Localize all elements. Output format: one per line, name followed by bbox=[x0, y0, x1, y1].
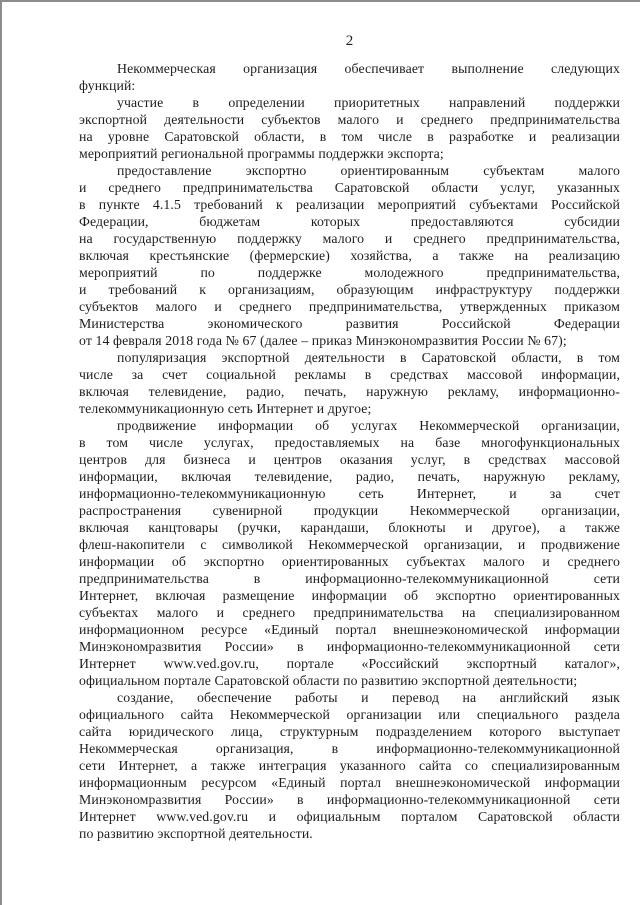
text-line: официальном портале Саратовской области по развитию экспортной деятельности; bbox=[79, 673, 578, 688]
text-line: продвижение информации об услугах Некоммерческой организации, bbox=[117, 418, 620, 433]
text-line: Минэкономразвития России» в информационно-телекоммуникационной сети bbox=[79, 792, 620, 807]
scan-artifact-left-edge bbox=[0, 0, 2, 905]
text-line: экспортной деятельности субъектов малого и среднего предпринимательства bbox=[79, 112, 620, 127]
text-line: и среднего предпринимательства Саратовской области услуг, указанных bbox=[79, 180, 620, 195]
text-line: Минэкономразвития России» в информационно-телекоммуникационной сети bbox=[79, 639, 620, 654]
text-line: Интернет www.ved.gov.ru и официальным порталом Саратовской области bbox=[79, 809, 620, 824]
text-line: флеш-накопители с символикой Некоммерческой организации, и продвижение bbox=[79, 537, 620, 552]
text-line: Министерства экономического развития Российской Федерации bbox=[79, 316, 620, 331]
text-line: функций: bbox=[79, 78, 136, 93]
text-line: создание, обеспечение работы и перевод на английский язык bbox=[117, 690, 620, 705]
paragraph bbox=[79, 60, 620, 94]
text-line: мероприятий по поддержке молодежного предпринимательства, bbox=[79, 265, 620, 280]
text-line: включая канцтовары (ручки, карандаши, блокноты и другое), а также bbox=[79, 520, 620, 535]
text-line: и требований к организациям, образующим инфраструктуру поддержки bbox=[79, 282, 620, 297]
text-line: субъектах малого и среднего предпринимательства на специализированном bbox=[79, 605, 620, 620]
text-line: телекоммуникационную сеть Интернет и другое; bbox=[79, 401, 372, 416]
text-line: информации, включая телевидение, радио, печать, наружную рекламу, bbox=[79, 469, 620, 484]
text-line: популяризация экспортной деятельности в Саратовской области, в том bbox=[117, 350, 620, 365]
text-line: субъектов малого и среднего предпринимательства, утвержденных приказом bbox=[79, 299, 620, 314]
text-line: Интернет, включая размещение информации об экспортно ориентированных bbox=[79, 588, 620, 603]
text-line: в том числе услугах, предоставляемых на базе многофункциональных bbox=[79, 435, 620, 450]
text-line: Федерации, бюджетам которых предоставляются субсидии bbox=[79, 214, 620, 229]
text-line: участие в определении приоритетных направлений поддержки bbox=[117, 95, 620, 110]
text-line: включая крестьянские (фермерские) хозяйства, а также на реализацию bbox=[79, 248, 620, 263]
text-line: информационным ресурсом «Единый портал внешнеэкономической информации bbox=[79, 775, 620, 790]
paragraph bbox=[79, 689, 620, 842]
text-line: на государственную поддержку малого и среднего предпринимательства, bbox=[79, 231, 620, 246]
text-line: Некоммерческая организация, в информационно-телекоммуникационной bbox=[79, 741, 620, 756]
text-line: Некоммерческая организация обеспечивает выполнение следующих bbox=[117, 61, 620, 76]
text-line: в пункте 4.1.5 требований к реализации мероприятий субъектами Российской bbox=[79, 197, 620, 212]
text-line: распространения сувенирной продукции Некоммерческой организации, bbox=[79, 503, 620, 518]
text-line: информации об экспортно ориентированных субъектах малого и среднего bbox=[79, 554, 620, 569]
text-line: сети Интернет, а также интеграция указанного сайта со специализированным bbox=[79, 758, 620, 773]
text-line: предпринимательства в информационно-телекоммуникационной сети bbox=[79, 571, 620, 586]
text-line: информационном ресурсе «Единый портал внешнеэкономической информации bbox=[79, 622, 620, 637]
text-line: включая телевидение, радио, печать, наружную рекламу, информационно- bbox=[79, 384, 620, 399]
text-line: центров для бизнеса и центров оказания услуг, в средствах массовой bbox=[79, 452, 620, 467]
document-body bbox=[79, 60, 620, 842]
text-line: предоставление экспортно ориентированным субъектам малого bbox=[117, 163, 620, 178]
text-line: информационно-телекоммуникационную сеть Интернет, и за счет bbox=[79, 486, 620, 501]
text-line: по развитию экспортной деятельности. bbox=[79, 826, 313, 841]
text-line: мероприятий региональной программы поддержки экспорта; bbox=[79, 146, 444, 161]
paragraph bbox=[79, 162, 620, 349]
text-line: от 14 февраля 2018 года № 67 (далее – приказ Минэкономразвития России № 67); bbox=[79, 333, 567, 348]
paragraph bbox=[79, 94, 620, 162]
text-line: Интернет www.ved.gov.ru, портале «Российский экспортный каталог», bbox=[79, 656, 620, 671]
page-number: 2 bbox=[345, 33, 354, 49]
text-line: на уровне Саратовской области, в том числе в разработке и реализации bbox=[79, 129, 620, 144]
paragraph bbox=[79, 417, 620, 689]
scan-artifact-top-edge bbox=[0, 0, 640, 2]
text-line: числе за счет социальной рекламы в средствах массовой информации, bbox=[79, 367, 620, 382]
paragraph bbox=[79, 349, 620, 417]
text-line: сайта юридического лица, структурным подразделением которого выступает bbox=[79, 724, 620, 739]
text-line: официального сайта Некоммерческой организации или специального раздела bbox=[79, 707, 620, 722]
